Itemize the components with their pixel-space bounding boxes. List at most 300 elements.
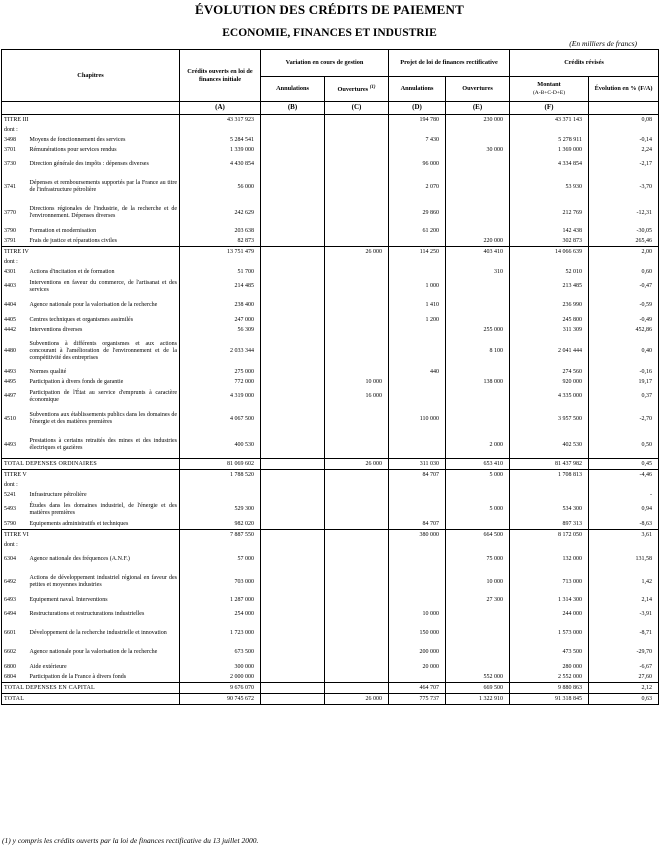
chapter-row xyxy=(2,296,659,315)
chapter-row xyxy=(2,569,659,595)
chapter-label: Dépenses et remboursements supportés par la France au titre de l'infrastructure pétrolière xyxy=(28,174,180,200)
value-cell xyxy=(325,174,389,200)
value-cell: 982 020 xyxy=(180,519,261,530)
value-cell xyxy=(446,174,510,200)
chapter-row xyxy=(2,550,659,569)
value-cell: 26 000 xyxy=(325,459,389,470)
value-cell: 8 100 xyxy=(446,335,510,367)
section-total-row xyxy=(2,247,659,258)
value-cell: 1 200 xyxy=(389,315,446,325)
value-cell xyxy=(325,267,389,277)
value-cell: 5 284 541 xyxy=(180,135,261,145)
header-col-d: (D) xyxy=(389,102,446,115)
value-cell: 302 873 xyxy=(510,236,589,247)
value-cell xyxy=(261,694,325,705)
value-cell xyxy=(261,459,325,470)
chapter-code: 6493 xyxy=(2,595,28,605)
empty-cell xyxy=(261,540,325,550)
value-cell: 4 319 000 xyxy=(180,387,261,406)
value-cell: 142 438 xyxy=(510,226,589,236)
empty-cell xyxy=(510,540,589,550)
chapter-label: Equipement naval. Interventions xyxy=(28,595,180,605)
chapter-label: Equipements administratifs et techniques xyxy=(28,519,180,530)
value-cell xyxy=(261,406,325,432)
value-cell xyxy=(325,605,389,624)
value-cell xyxy=(261,236,325,247)
empty-cell xyxy=(446,540,510,550)
value-cell: -0,47 xyxy=(589,277,659,296)
value-cell xyxy=(261,145,325,155)
value-cell: 132 000 xyxy=(510,550,589,569)
value-cell xyxy=(446,490,510,500)
value-cell: 4 430 854 xyxy=(180,155,261,174)
grand-total-row xyxy=(2,683,659,694)
value-cell: 56 309 xyxy=(180,325,261,335)
chapter-label: Moyens de fonctionnement des services xyxy=(28,135,180,145)
value-cell xyxy=(325,335,389,367)
value-cell xyxy=(325,296,389,315)
section-label: TITRE IV xyxy=(2,247,180,258)
value-cell: 400 530 xyxy=(180,432,261,459)
value-cell: 0,60 xyxy=(589,267,659,277)
section-total-row xyxy=(2,530,659,541)
value-cell: 138 000 xyxy=(446,377,510,387)
chapter-label: Subventions aux établissements publics dans les domaines de l'énergie et des matières premières xyxy=(28,406,180,432)
chapter-code: 3498 xyxy=(2,135,28,145)
value-cell xyxy=(446,277,510,296)
value-cell: 53 930 xyxy=(510,174,589,200)
value-cell xyxy=(446,605,510,624)
chapter-code: 6804 xyxy=(2,672,28,683)
value-cell xyxy=(261,247,325,258)
chapter-row xyxy=(2,174,659,200)
value-cell xyxy=(261,387,325,406)
empty-cell xyxy=(180,480,261,490)
value-cell xyxy=(446,519,510,530)
value-cell: 14 066 639 xyxy=(510,247,589,258)
dont-row xyxy=(2,540,659,550)
value-cell: 311 030 xyxy=(389,459,446,470)
value-cell: 26 000 xyxy=(325,694,389,705)
section-total-row xyxy=(2,470,659,481)
chapter-label: Formation et modernisation xyxy=(28,226,180,236)
value-cell xyxy=(389,500,446,519)
empty-cell xyxy=(446,480,510,490)
value-cell xyxy=(325,155,389,174)
chapter-label: Rémunérations pour services rendus xyxy=(28,145,180,155)
value-cell: 1 573 000 xyxy=(510,624,589,643)
value-cell: 244 000 xyxy=(510,605,589,624)
section-label: TITRE III xyxy=(2,115,180,126)
chapter-label: Normes qualité xyxy=(28,367,180,377)
value-cell: 1 708 813 xyxy=(510,470,589,481)
value-cell: 57 000 xyxy=(180,550,261,569)
value-cell: 5 000 xyxy=(446,500,510,519)
value-cell xyxy=(389,432,446,459)
value-cell xyxy=(261,643,325,662)
empty-cell xyxy=(389,480,446,490)
value-cell: 61 200 xyxy=(389,226,446,236)
chapter-row xyxy=(2,267,659,277)
value-cell xyxy=(325,325,389,335)
value-cell: 265,46 xyxy=(589,236,659,247)
value-cell: 673 500 xyxy=(180,643,261,662)
value-cell xyxy=(446,226,510,236)
value-cell xyxy=(261,367,325,377)
chapter-label: Actions de développement industriel régional en faveur des petites et moyennes industries xyxy=(28,569,180,595)
value-cell: 236 990 xyxy=(510,296,589,315)
grand-total-row xyxy=(2,694,659,705)
value-cell: 311 309 xyxy=(510,325,589,335)
value-cell xyxy=(261,115,325,126)
value-cell xyxy=(261,569,325,595)
value-cell: -0,49 xyxy=(589,315,659,325)
value-cell: 4 334 854 xyxy=(510,155,589,174)
chapter-row xyxy=(2,155,659,174)
value-cell xyxy=(325,145,389,155)
value-cell: -3,91 xyxy=(589,605,659,624)
value-cell: 19,17 xyxy=(589,377,659,387)
chapter-label: Interventions diverses xyxy=(28,325,180,335)
value-cell xyxy=(389,145,446,155)
value-cell: 653 410 xyxy=(446,459,510,470)
value-cell xyxy=(389,377,446,387)
chapter-label: Frais de justice et réparations civiles xyxy=(28,236,180,247)
table-header xyxy=(2,50,659,115)
value-cell: 1 322 910 xyxy=(446,694,510,705)
section-label: TITRE V xyxy=(2,470,180,481)
empty-cell xyxy=(180,125,261,135)
chapter-label: Agence nationale pour la valorisation de la recherche xyxy=(28,643,180,662)
value-cell xyxy=(261,683,325,694)
chapter-label: Direction générale des impôts : dépenses diverses xyxy=(28,155,180,174)
empty-cell xyxy=(589,480,659,490)
value-cell xyxy=(325,490,389,500)
value-cell: 310 xyxy=(446,267,510,277)
value-cell: 3 957 500 xyxy=(510,406,589,432)
value-cell: 402 530 xyxy=(510,432,589,459)
value-cell: -2,17 xyxy=(589,155,659,174)
chapter-label: Directions régionales de l'industrie, de la recherche et de l'environnement. Dépenses diverses xyxy=(28,200,180,226)
value-cell: 150 000 xyxy=(389,624,446,643)
value-cell xyxy=(389,569,446,595)
value-cell: 7 430 xyxy=(389,135,446,145)
value-cell: - xyxy=(589,490,659,500)
value-cell xyxy=(325,236,389,247)
value-cell xyxy=(446,406,510,432)
value-cell: 90 745 672 xyxy=(180,694,261,705)
value-cell: 775 737 xyxy=(389,694,446,705)
chapter-row xyxy=(2,387,659,406)
value-cell xyxy=(261,135,325,145)
value-cell xyxy=(389,672,446,683)
chapter-code: 3701 xyxy=(2,145,28,155)
empty-cell xyxy=(589,540,659,550)
empty-cell xyxy=(261,480,325,490)
value-cell xyxy=(261,530,325,541)
chapter-code: 4510 xyxy=(2,406,28,432)
value-cell: -6,67 xyxy=(589,662,659,672)
header-annulations-d: Annulations xyxy=(389,77,446,102)
chapter-row xyxy=(2,490,659,500)
empty-cell xyxy=(389,540,446,550)
total-label: TOTAL DEPENSES ORDINAIRES xyxy=(2,459,180,470)
value-cell: 20 000 xyxy=(389,662,446,672)
value-cell: 0,94 xyxy=(589,500,659,519)
value-cell xyxy=(510,490,589,500)
dont-label: dont : xyxy=(2,125,180,135)
value-cell: 1 369 000 xyxy=(510,145,589,155)
value-cell: 0,63 xyxy=(589,694,659,705)
dont-row xyxy=(2,480,659,490)
value-cell xyxy=(325,115,389,126)
dont-row xyxy=(2,257,659,267)
value-cell xyxy=(325,226,389,236)
value-cell: 440 xyxy=(389,367,446,377)
value-cell: 10 000 xyxy=(389,605,446,624)
value-cell: 242 629 xyxy=(180,200,261,226)
header-credits-ouverts: Crédits ouverts en loi de finances initiale xyxy=(180,50,261,102)
value-cell: -30,05 xyxy=(589,226,659,236)
value-cell: 238 400 xyxy=(180,296,261,315)
value-cell: 452,86 xyxy=(589,325,659,335)
value-cell: 552 000 xyxy=(446,672,510,683)
chapter-code: 4493 xyxy=(2,432,28,459)
chapter-row xyxy=(2,406,659,432)
empty-cell xyxy=(389,125,446,135)
empty-cell xyxy=(180,540,261,550)
value-cell: -29,70 xyxy=(589,643,659,662)
value-cell: 8 172 050 xyxy=(510,530,589,541)
empty-cell xyxy=(180,257,261,267)
value-cell xyxy=(325,432,389,459)
value-cell: 194 780 xyxy=(389,115,446,126)
chapter-row xyxy=(2,595,659,605)
value-cell: 212 769 xyxy=(510,200,589,226)
chapter-code: 3790 xyxy=(2,226,28,236)
chapter-label: Subventions à différents organismes et aux actions concourant à l'amélioration de l'environnement et de la compétitivité des entreprises xyxy=(28,335,180,367)
value-cell: 1 410 xyxy=(389,296,446,315)
chapter-code: 3770 xyxy=(2,200,28,226)
value-cell xyxy=(389,490,446,500)
value-cell: 2 552 000 xyxy=(510,672,589,683)
value-cell: 529 300 xyxy=(180,500,261,519)
dont-label: dont : xyxy=(2,540,180,550)
chapter-label: Agence nationale des fréquences (A.N.F.) xyxy=(28,550,180,569)
value-cell xyxy=(446,135,510,145)
value-cell xyxy=(261,519,325,530)
header-col-c: (C) xyxy=(325,102,389,115)
empty-cell xyxy=(325,125,389,135)
value-cell xyxy=(325,550,389,569)
header-variation: Variation en cours de gestion xyxy=(261,50,389,77)
value-cell: 274 560 xyxy=(510,367,589,377)
value-cell xyxy=(261,595,325,605)
value-cell: 26 000 xyxy=(325,247,389,258)
value-cell xyxy=(325,569,389,595)
empty-cell xyxy=(325,257,389,267)
value-cell xyxy=(261,155,325,174)
value-cell xyxy=(446,643,510,662)
value-cell: -2,70 xyxy=(589,406,659,432)
value-cell: 897 313 xyxy=(510,519,589,530)
chapter-label: Participation de la France à divers fonds xyxy=(28,672,180,683)
chapter-code: 6602 xyxy=(2,643,28,662)
value-cell: 2,00 xyxy=(589,247,659,258)
header-col-empty xyxy=(589,102,659,115)
value-cell: 230 000 xyxy=(446,115,510,126)
value-cell xyxy=(261,672,325,683)
header-ouvertures-e: Ouvertures xyxy=(446,77,510,102)
empty-cell xyxy=(510,257,589,267)
value-cell: 2,14 xyxy=(589,595,659,605)
total-label: TOTAL DEPENSES EN CAPITAL xyxy=(2,683,180,694)
value-cell: 30 000 xyxy=(446,145,510,155)
empty-cell xyxy=(589,257,659,267)
chapter-code: 4404 xyxy=(2,296,28,315)
empty-cell xyxy=(261,257,325,267)
value-cell xyxy=(446,200,510,226)
chapter-row xyxy=(2,500,659,519)
total-label: TOTAL xyxy=(2,694,180,705)
value-cell xyxy=(261,377,325,387)
value-cell: -8,71 xyxy=(589,624,659,643)
value-cell: 4 067 500 xyxy=(180,406,261,432)
value-cell: 255 000 xyxy=(446,325,510,335)
value-cell: 51 700 xyxy=(180,267,261,277)
value-cell: 2 000 xyxy=(446,432,510,459)
dont-label: dont : xyxy=(2,257,180,267)
chapter-code: 4301 xyxy=(2,267,28,277)
value-cell: 200 000 xyxy=(389,643,446,662)
value-cell xyxy=(325,595,389,605)
dont-row xyxy=(2,125,659,135)
value-cell: 5 000 xyxy=(446,470,510,481)
value-cell: 10 000 xyxy=(325,377,389,387)
value-cell xyxy=(389,595,446,605)
header-empty-cell xyxy=(2,102,180,115)
chapter-row xyxy=(2,325,659,335)
value-cell xyxy=(446,367,510,377)
value-cell: 300 000 xyxy=(180,662,261,672)
header-col-b: (B) xyxy=(261,102,325,115)
empty-cell xyxy=(325,540,389,550)
value-cell: 1 287 000 xyxy=(180,595,261,605)
value-cell: 114 250 xyxy=(389,247,446,258)
grand-total-row xyxy=(2,459,659,470)
page-title: ÉVOLUTION DES CRÉDITS DE PAIEMENT xyxy=(194,2,465,17)
value-cell xyxy=(261,325,325,335)
value-cell xyxy=(325,624,389,643)
header-col-a: (A) xyxy=(180,102,261,115)
value-cell: 0,45 xyxy=(589,459,659,470)
value-cell xyxy=(389,267,446,277)
value-cell: 1 723 000 xyxy=(180,624,261,643)
value-cell: 16 000 xyxy=(325,387,389,406)
value-cell: 1,42 xyxy=(589,569,659,595)
value-cell xyxy=(325,200,389,226)
value-cell xyxy=(261,267,325,277)
value-cell: 280 000 xyxy=(510,662,589,672)
value-cell: 1 000 xyxy=(389,277,446,296)
empty-cell xyxy=(589,125,659,135)
header-ouvertures-c: Ouvertures $^{(1)}$ xyxy=(325,77,389,102)
empty-cell xyxy=(510,125,589,135)
value-cell xyxy=(261,200,325,226)
value-cell xyxy=(389,325,446,335)
value-cell: 213 485 xyxy=(510,277,589,296)
value-cell: 75 000 xyxy=(446,550,510,569)
value-cell: -4,46 xyxy=(589,470,659,481)
chapter-code: 4497 xyxy=(2,387,28,406)
value-cell: 81 069 602 xyxy=(180,459,261,470)
chapter-code: 3730 xyxy=(2,155,28,174)
value-cell: 0,37 xyxy=(589,387,659,406)
value-cell xyxy=(446,315,510,325)
page-subtitle: ECONOMIE, FINANCES ET INDUSTRIE xyxy=(222,27,437,39)
chapter-row xyxy=(2,662,659,672)
chapter-row xyxy=(2,624,659,643)
value-cell: 920 000 xyxy=(510,377,589,387)
chapter-row xyxy=(2,519,659,530)
value-cell xyxy=(261,470,325,481)
header-chapitres: Chapitres xyxy=(2,50,180,102)
value-cell xyxy=(446,155,510,174)
chapter-code: 4493 xyxy=(2,367,28,377)
empty-cell xyxy=(446,257,510,267)
value-cell xyxy=(325,683,389,694)
value-cell: 703 000 xyxy=(180,569,261,595)
value-cell xyxy=(325,500,389,519)
section-total-row xyxy=(2,115,659,126)
chapter-label: Études dans les domaines industriel, de l'énergie et des matières premières xyxy=(28,500,180,519)
value-cell: 84 707 xyxy=(389,470,446,481)
value-cell: 3,61 xyxy=(589,530,659,541)
value-cell: 29 860 xyxy=(389,200,446,226)
value-cell: 96 000 xyxy=(389,155,446,174)
value-cell xyxy=(261,550,325,569)
value-cell: 4 335 000 xyxy=(510,387,589,406)
value-cell: 534 300 xyxy=(510,500,589,519)
value-cell: 220 000 xyxy=(446,236,510,247)
chapter-row xyxy=(2,377,659,387)
value-cell xyxy=(325,470,389,481)
value-cell xyxy=(325,406,389,432)
value-cell: 0,50 xyxy=(589,432,659,459)
value-cell: 214 485 xyxy=(180,277,261,296)
value-cell: 43 317 923 xyxy=(180,115,261,126)
value-cell xyxy=(261,335,325,367)
value-cell: 7 887 550 xyxy=(180,530,261,541)
value-cell: 110 000 xyxy=(389,406,446,432)
value-cell: 82 873 xyxy=(180,236,261,247)
value-cell: 1 788 520 xyxy=(180,470,261,481)
chapter-label: Aide extérieure xyxy=(28,662,180,672)
chapter-code: 5241 xyxy=(2,490,28,500)
value-cell: 2,24 xyxy=(589,145,659,155)
table-body xyxy=(2,115,659,705)
chapter-code: 4403 xyxy=(2,277,28,296)
value-cell: 1 339 000 xyxy=(180,145,261,155)
chapter-row xyxy=(2,135,659,145)
chapter-code: 6494 xyxy=(2,605,28,624)
chapter-code: 3791 xyxy=(2,236,28,247)
value-cell xyxy=(325,530,389,541)
chapter-label: Agence nationale pour la valorisation de la recherche xyxy=(28,296,180,315)
value-cell: -0,16 xyxy=(589,367,659,377)
value-cell: 81 437 982 xyxy=(510,459,589,470)
chapter-code: 6304 xyxy=(2,550,28,569)
